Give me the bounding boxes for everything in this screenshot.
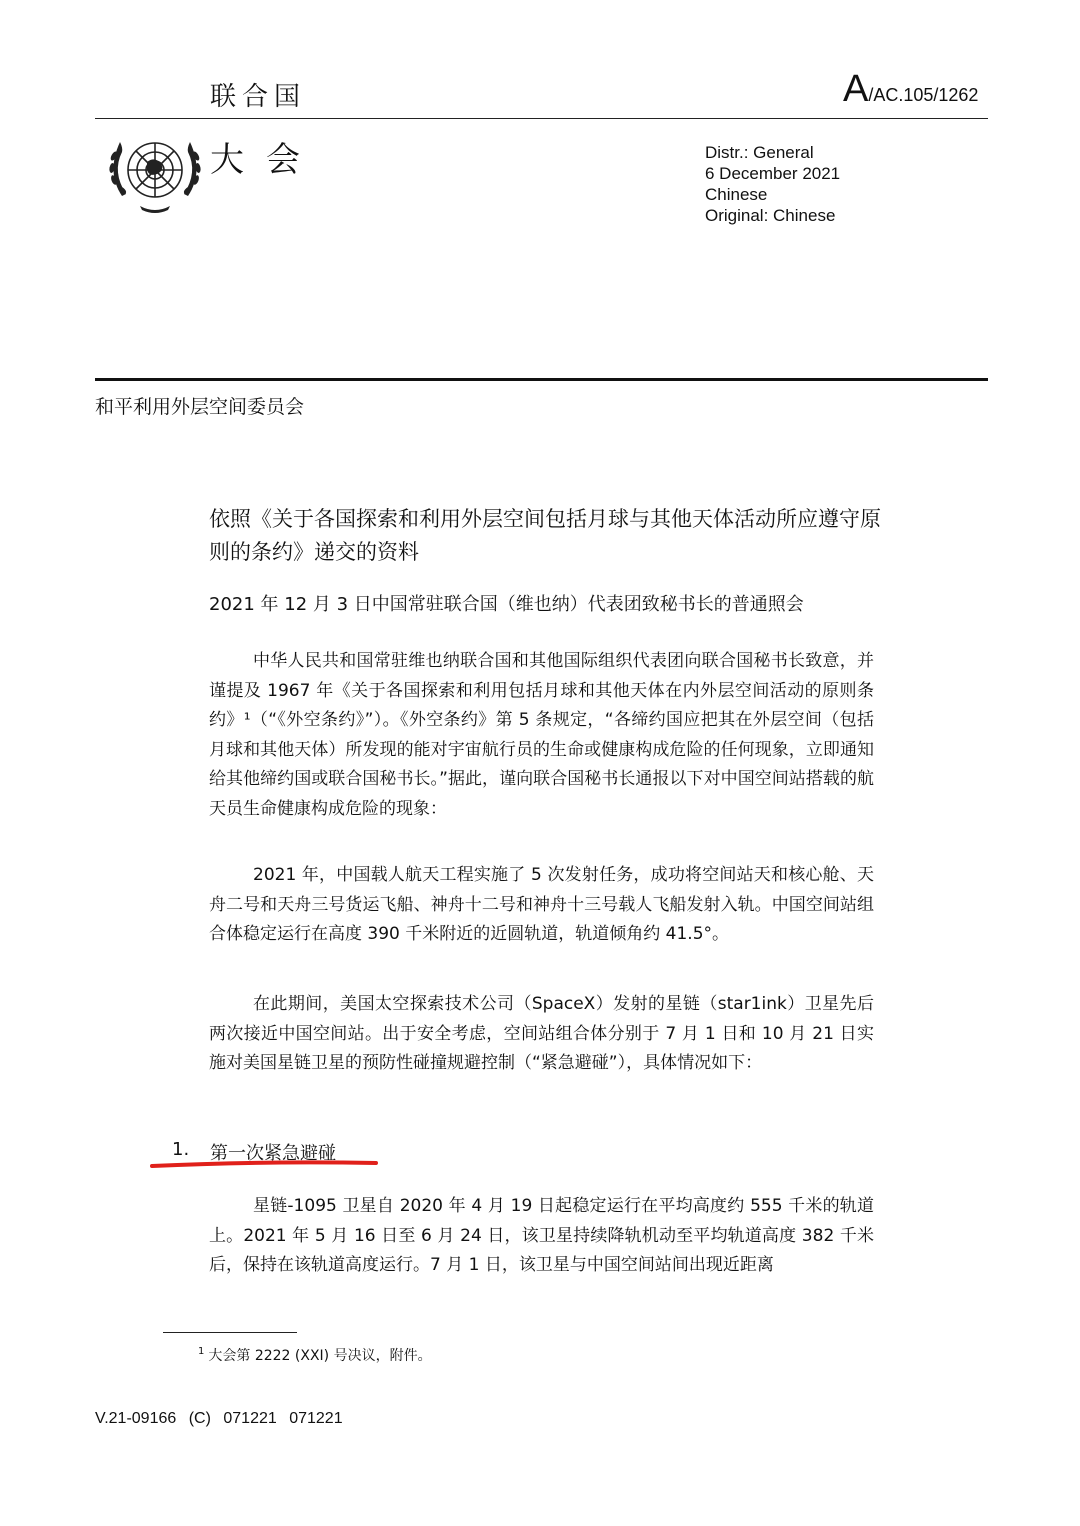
footnote-marker: 1 [198, 1346, 205, 1358]
document-number: V.21-09166 (C) 071221 071221 [95, 1410, 343, 1427]
section-heading: 第一次紧急避碰 [210, 1143, 336, 1164]
symbol-letter: A [843, 68, 869, 110]
distribution-original: Original: Chinese [705, 206, 836, 225]
distribution-block [705, 142, 840, 226]
footnote-text: 大会第 2222 (XXI) 号决议，附件。 [208, 1348, 432, 1364]
section-number: 1. [172, 1139, 190, 1160]
paragraph: 在此期间，美国太空探索技术公司（SpaceX）发射的星链（star1ink）卫星先后两次接近中国空间站。出于安全考虑，空间站组合体分别于 7 月 1 日和 10 月 21 日实施对美国星链卫星的预防性碰撞规避控制（“紧急避碰”），具体情况如下： [209, 994, 874, 1073]
un-emblem-icon [100, 126, 210, 218]
distribution-date: 6 December 2021 [705, 164, 841, 183]
header-rule [95, 118, 988, 119]
section-rule [95, 378, 988, 381]
footnote [198, 1345, 432, 1365]
document-symbol [843, 68, 978, 111]
organ-name: 大会 [210, 140, 322, 180]
symbol-number: /AC.105/1262 [868, 85, 979, 105]
red-underline-mark [148, 1158, 380, 1172]
document-subtitle: 2021 年 12 月 3 日中国常驻联合国（维也纳）代表团致秘书长的普通照会 [209, 594, 804, 615]
committee-name: 和平利用外层空间委员会 [95, 396, 305, 418]
distribution-line: Distr.: General [705, 143, 814, 162]
document-title: 依照《关于各国探索和利用外层空间包括月球与其他天体活动所应遵守原则的条约》递交的资料 [209, 507, 881, 564]
paragraph: 中华人民共和国常驻维也纳联合国和其他国际组织代表团向联合国秘书长致意，并谨提及 1967 年《关于各国探索和利用包括月球和其他天体在内外层空间活动的原则条约》¹（“《外空条约》”）。《外空条约》第 5 条规定，“各缔约国应把其在外层空间（包括月球和其他天体）所发现的能对宇宙航行员的生命或健康构成危险的任何现象，立即通知给其他缔约国或联合国秘书长。”据此，谨向联合国秘书长通报以下对中国空间站搭载的航天员生命健康构成危险的现象： [209, 651, 874, 819]
footnote-rule [163, 1332, 297, 1333]
paragraph: 星链-1095 卫星自 2020 年 4 月 19 日起稳定运行在平均高度约 555 千米的轨道上。2021 年 5 月 16 日至 6 月 24 日，该卫星持续降轨机动至平均轨道高度 382 千米后，保持在该轨道高度运行。7 月 1 日，该卫星与中国空间站间出现近距离 [209, 1196, 874, 1275]
organization-name: 联合国 [210, 82, 307, 112]
distribution-language: Chinese [705, 185, 768, 204]
paragraph: 2021 年，中国载人航天工程实施了 5 次发射任务，成功将空间站天和核心舱、天舟二号和天舟三号货运飞船、神舟十二号和神舟十三号载人飞船发射入轨。中国空间站组合体稳定运行在高度 390 千米附近的近圆轨道，轨道倾角约 41.5°。 [209, 865, 874, 944]
